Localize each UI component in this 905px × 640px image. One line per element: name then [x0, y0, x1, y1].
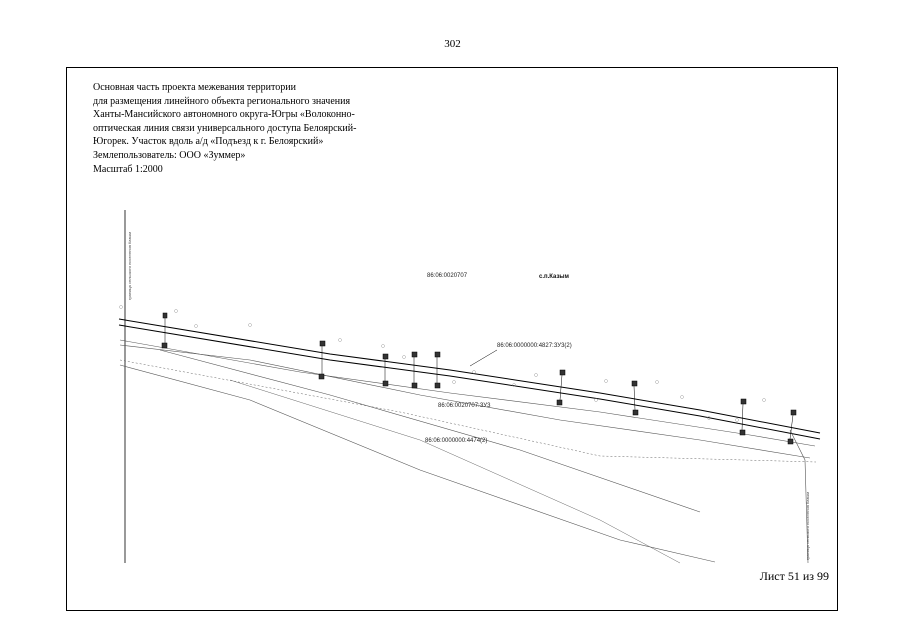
road-edge-lower [119, 325, 820, 439]
support-marker [435, 352, 440, 357]
title-line: Ханты-Мансийского автономного округа-Югры «Волоконно- [93, 109, 355, 121]
support-marker [560, 370, 565, 375]
support-marker [162, 343, 167, 348]
leader-line [470, 350, 497, 366]
support-marker [740, 430, 745, 435]
support-marker [633, 410, 638, 415]
support-marker [163, 313, 167, 318]
support-marker [383, 381, 388, 386]
sheet-number-label: Лист 51 из 99 [759, 569, 829, 583]
title-line: оптическая линия связи универсального доступа Белоярский- [93, 122, 357, 134]
page-number: 302 [444, 38, 461, 50]
right-boundary-label: граница сельского поселения Казым [805, 492, 810, 560]
support-marker [632, 381, 637, 386]
ditch-line [160, 350, 700, 512]
support-marker [741, 399, 746, 404]
support-marker [791, 410, 796, 415]
parcel-label-route-c: 86:06:0000000:4474(2) [425, 438, 488, 444]
left-boundary-label: граница сельского поселения Казым [127, 232, 132, 300]
settlement-label: с.п.Казым [539, 274, 569, 280]
scale-line: Масштаб 1:2000 [93, 163, 163, 175]
dashed-line [120, 360, 816, 462]
support-marker [557, 400, 562, 405]
support-markers [162, 313, 796, 444]
parcel-label-route-a: 86:06:0000000:4827:ЗУ3(2) [497, 343, 572, 349]
parcel-label-route-b: 86:06:0020707:ЗУ3 [438, 403, 491, 409]
support-marker [319, 374, 324, 379]
title-line: Югорек. Участок вдоль а/д «Подъезд к г. Белоярский» [93, 136, 324, 148]
support-marker [320, 341, 325, 346]
support-marker [412, 383, 417, 388]
title-line: для размещения линейного объекта регионального значения [93, 95, 351, 107]
support-marker [383, 354, 388, 359]
support-marker [435, 383, 440, 388]
road-edge-upper [119, 319, 820, 433]
title-line: Основная часть проекта межевания территории [93, 82, 296, 93]
land-user-line: Землепользователь: ООО «Зуммер» [93, 149, 246, 161]
support-marker [412, 352, 417, 357]
support-marker [788, 439, 793, 444]
parcel-label-top: 86:06:0020707 [427, 273, 468, 279]
support-connectors [165, 318, 793, 439]
